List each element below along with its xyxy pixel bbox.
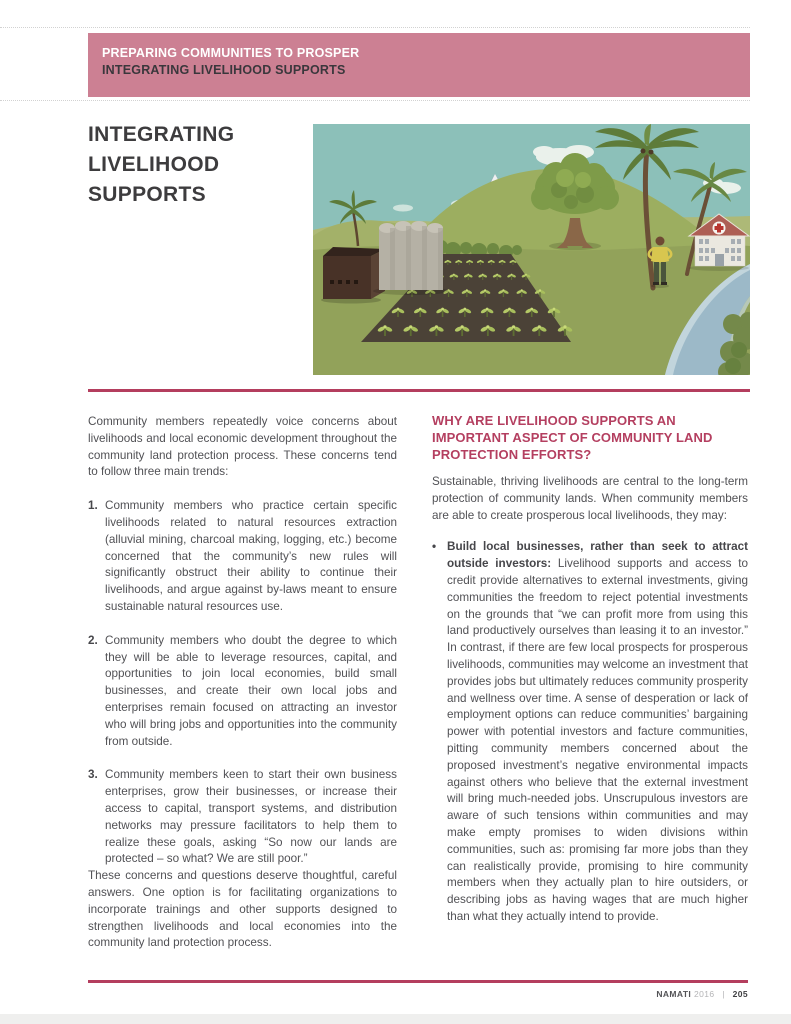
numbered-item	[88, 498, 397, 616]
brand-name: NAMATI	[656, 989, 692, 999]
numbered-item	[88, 633, 397, 751]
right-intro-paragraph: Sustainable, thriving livelihoods are central to the long-term protection of community lands. When community members are able to create prosperous local livelihoods, they may:	[432, 475, 748, 522]
closing-paragraph: These concerns and questions deserve thoughtful, careful answers. One option is for facilitating organizations to incorporate trainings and other supports designed to strengthen livelihoods and local economies into the community land protection process.	[88, 869, 397, 950]
dotted-divider-bottom	[0, 100, 750, 101]
bullet-lead: Build local businesses, rather than seek to attract outside investors:	[447, 540, 748, 571]
item-number: 3.	[88, 768, 98, 782]
dotted-divider-top	[0, 27, 750, 28]
left-column	[88, 414, 397, 952]
page-title-line: INTEGRATING	[88, 123, 235, 146]
item-text: Community members who doubt the degree to which they will be able to leverage resources, capital, and opportunities to join local economies, build small businesses, and create their own local jobs and enterprises remain focused on attracting an investor who will bring jobs and opportunities into the community from outside.	[105, 633, 397, 748]
bullet-text	[447, 539, 748, 925]
section-rule	[88, 389, 750, 392]
farm-illustration	[313, 124, 750, 375]
footer-rule	[88, 980, 748, 983]
item-text: Community members who practice certain specific livelihoods related to natural resources extraction (alluvial mining, charcoal making, logging, etc.) become concerned that the community’s new rules will significantly obstruct their ability to continue their livelihoods, and argue against by-laws meant to ensure sustainable natural resources use.	[105, 499, 397, 613]
bullet-marker: •	[432, 540, 437, 554]
banner-eyebrow: PREPARING COMMUNITIES TO PROSPER	[102, 46, 360, 60]
footer-year: 2016	[693, 989, 715, 999]
storage-shed	[321, 247, 385, 304]
item-number: 1.	[88, 499, 98, 513]
footer-separator: |	[722, 989, 725, 999]
page-title	[88, 120, 298, 210]
intro-paragraph: Community members repeatedly voice concerns about livelihoods and local economic development throughout the community land protection process. These concerns tend to follow three main trends:	[88, 415, 397, 479]
grain-silos	[373, 221, 449, 295]
bullet-body: Livelihood supports and access to credit provide alternatives to external investments, giving communities the freedom to reject potential investments on the grounds that “we can profit more from using this land productively ourselves than leasing it to an investor.” In contrast, if there are few local prospects for prosperous livelihoods, communities may welcome an investment that provides jobs but ultimately reduces community prosperity and wellness over time. A sense of desperation or lack of employment options can reduce communities’ bargaining power with potential investors and facture communities, pitting community members concerned about the proposed investment’s negative environmental impacts against others who believe that the external investment will bring much-needed jobs. Unscrupulous investors are aware of such tensions within communities and may make empty promises to widen divisions within communities, such as: promising far more jobs than they can realistically provide, promising to hire community members when they actually plan to hire outsiders, or describing jobs as having wages that are much higher than what they actually intend to provide.	[447, 557, 748, 923]
footer	[656, 989, 748, 999]
section-heading: WHY ARE LIVELIHOOD SUPPORTS AN IMPORTANT ASPECT OF COMMUNITY LAND PROTECTION EFFORTS?	[432, 413, 713, 462]
bottom-edge	[0, 1014, 791, 1024]
item-number: 2.	[88, 633, 98, 647]
item-text: Community members keen to start their own business enterprises, grow their businesses, or increase their access to capital, transport systems, and distribution networks may pressure facilitators to help them to realize these goals, asking “So now our lands are protected – so what? We are still poor.”	[105, 768, 397, 866]
banner-subtitle: INTEGRATING LIVELIHOOD SUPPORTS	[102, 63, 346, 77]
page-number: 205	[732, 989, 748, 999]
right-column	[432, 412, 748, 926]
page-banner	[88, 33, 750, 97]
bullet-item	[432, 539, 748, 925]
page-title-line: SUPPORTS	[88, 183, 206, 206]
page-title-line: LIVELIHOOD	[88, 153, 220, 176]
numbered-item	[88, 767, 397, 868]
